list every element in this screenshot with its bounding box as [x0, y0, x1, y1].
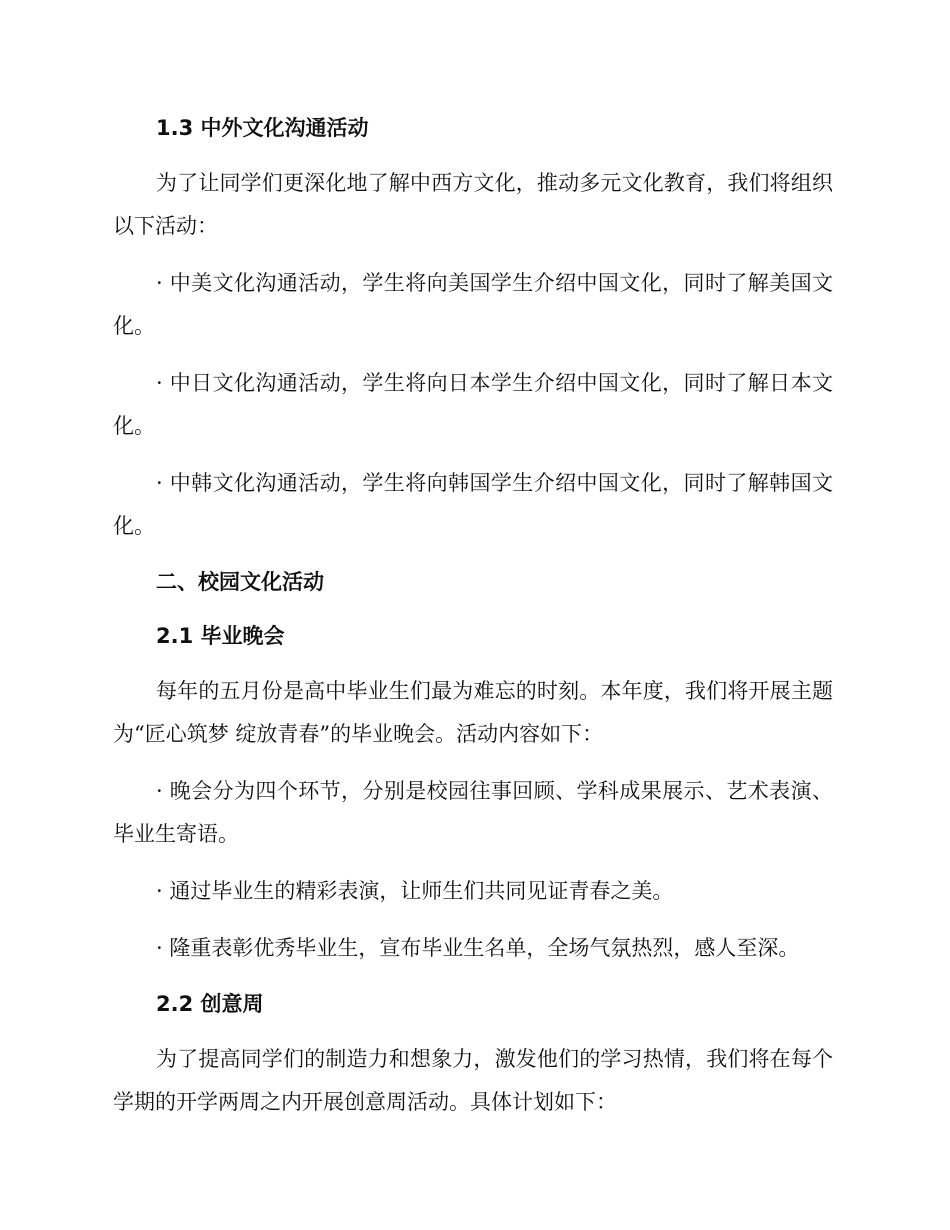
- section-2-2-intro: 为了提高同学们的制造力和想象力，激发他们的学习热情，我们将在每个学期的开学两周之内开展创意周活动。具体计划如下：: [113, 1047, 833, 1114]
- section-2-1-item-2: · 通过毕业生的精彩表演，让师生们共同见证青春之美。: [156, 879, 674, 903]
- section-2-2-heading: 2.2 创意周: [156, 992, 264, 1016]
- section-1-3-item-3: · 中韩文化沟通活动，学生将向韩国学生介绍中国文化，同时了解韩国文化。: [113, 471, 833, 538]
- section-2-1-heading: 2.1 毕业晚会: [156, 624, 285, 648]
- section-1-3-item-1: · 中美文化沟通活动，学生将向美国学生介绍中国文化，同时了解美国文化。: [113, 271, 833, 338]
- section-1-3-item-2: · 中日文化沟通活动，学生将向日本学生介绍中国文化，同时了解日本文化。: [113, 371, 833, 438]
- section-1-3-intro: 为了让同学们更深化地了解中西方文化，推动多元文化教育，我们将组织以下活动：: [113, 171, 833, 238]
- section-2-1-item-3: · 隆重表彰优秀毕业生，宣布毕业生名单，全场气氛热烈，感人至深。: [156, 936, 800, 960]
- section-2-1-item-1: · 晚会分为四个环节，分别是校园往事回顾、学科成果展示、艺术表演、毕业生寄语。: [113, 779, 833, 846]
- section-2-1-intro: 每年的五月份是高中毕业生们最为难忘的时刻。本年度，我们将开展主题为“匠心筑梦 绽放青春”的毕业晚会。活动内容如下：: [113, 679, 833, 746]
- section-1-3-heading: 1.3 中外文化沟通活动: [156, 116, 369, 140]
- document-body: [113, 108, 833, 1124]
- section-2-heading: 二、校园文化活动: [156, 570, 324, 594]
